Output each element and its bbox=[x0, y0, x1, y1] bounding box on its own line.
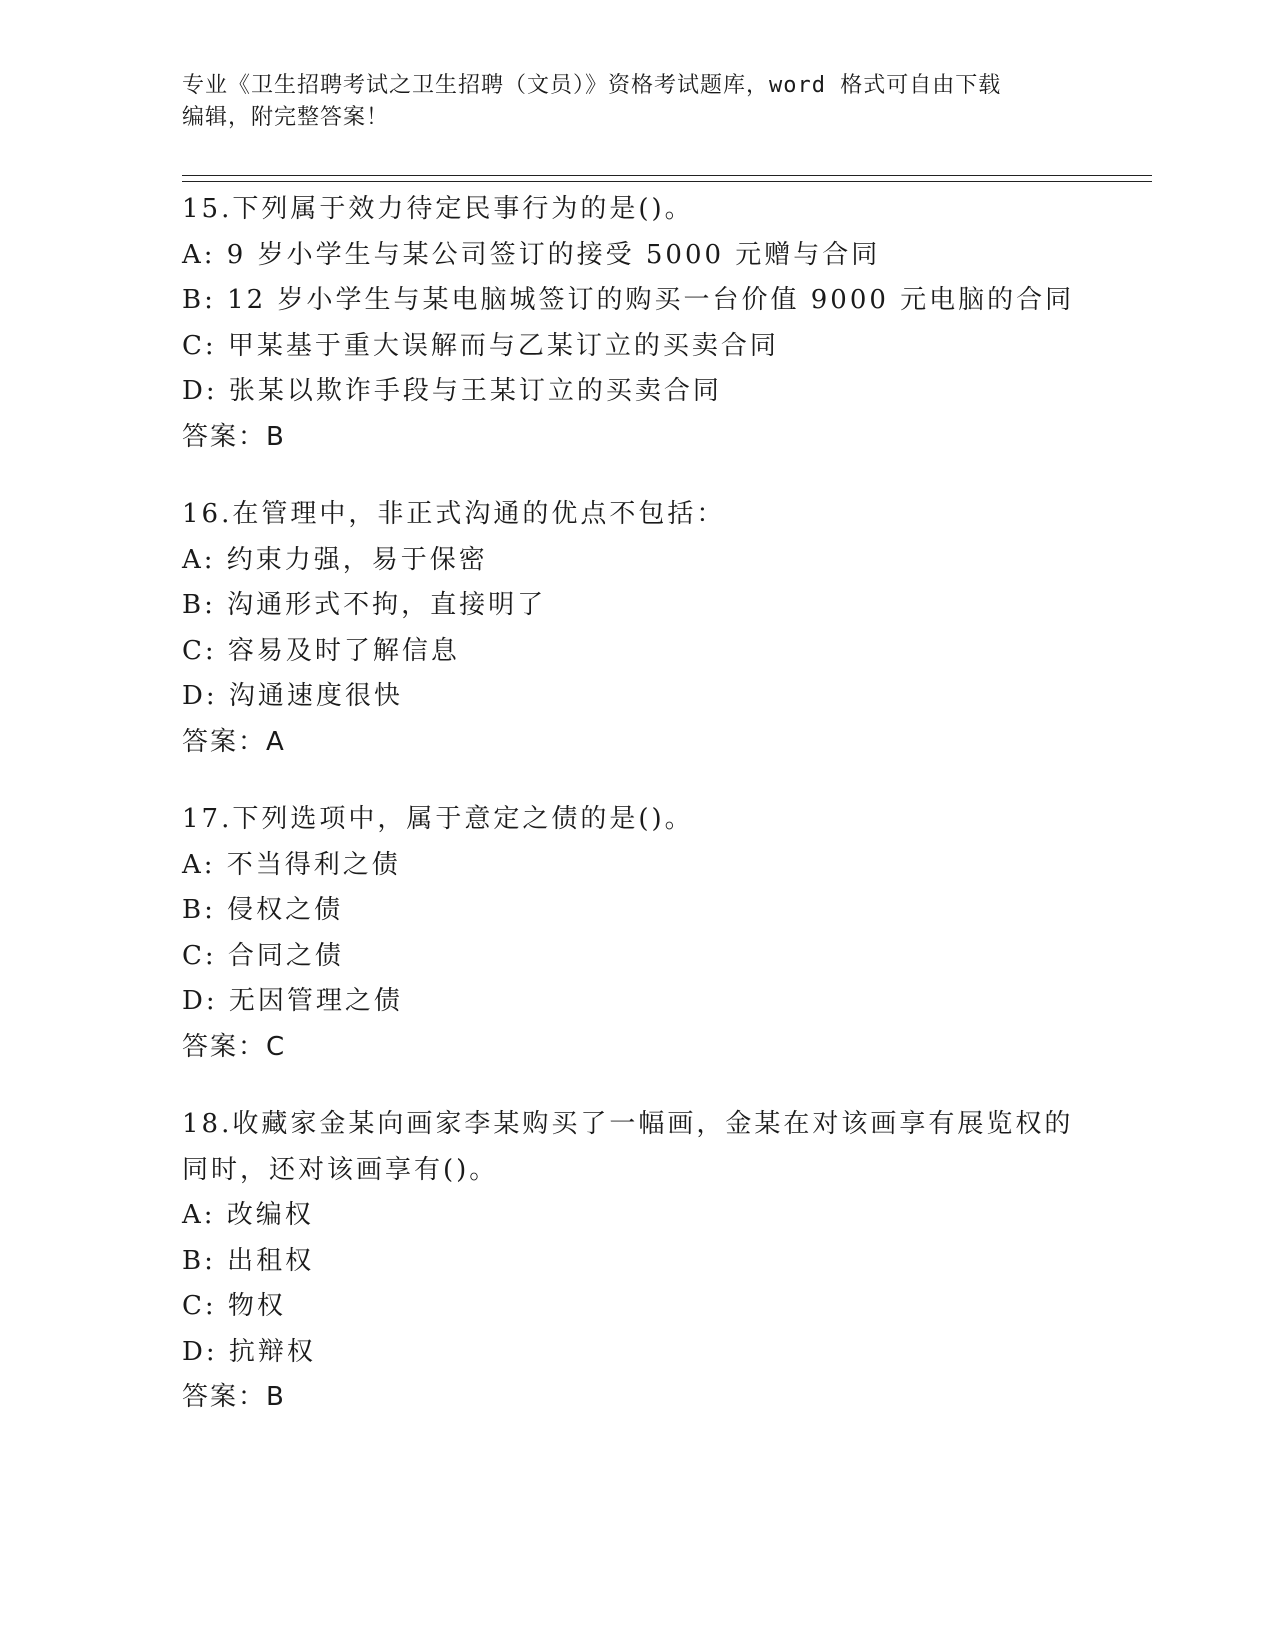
header-divider-top bbox=[182, 175, 1152, 176]
answer-line: 答案：C bbox=[182, 1031, 287, 1062]
option-a: A: 改编权 bbox=[182, 1200, 314, 1230]
option-a: A: 9 岁小学生与某公司签订的接受 5000 元赠与合同 bbox=[182, 239, 881, 270]
option-c: C: 甲某基于重大误解而与乙某订立的买卖合同 bbox=[182, 330, 779, 361]
question-16 bbox=[182, 492, 1082, 765]
option-d: D: 抗辩权 bbox=[182, 1336, 316, 1367]
question-15 bbox=[182, 187, 1082, 460]
answer-line: 答案：B bbox=[182, 1382, 286, 1412]
header-line-1: 专业《卫生招聘考试之卫生招聘（文员）》资格考试题库，word 格式可自由下载 bbox=[182, 73, 1002, 98]
option-d: D: 沟通速度很快 bbox=[182, 681, 403, 711]
option-d: D: 无因管理之债 bbox=[182, 986, 403, 1016]
option-c: C: 容易及时了解信息 bbox=[182, 635, 460, 666]
question-18 bbox=[182, 1102, 1082, 1421]
answer-line: 答案：A bbox=[182, 726, 286, 757]
question-text-line-2: 同时，还对该画享有()。 bbox=[182, 1154, 499, 1185]
option-c: C: 合同之债 bbox=[182, 940, 344, 971]
option-c: C: 物权 bbox=[182, 1291, 286, 1321]
question-text-line-1: 18.收藏家金某向画家李某购买了一幅画，金某在对该画享有展览权的 bbox=[182, 1109, 1074, 1139]
option-b: B: 12 岁小学生与某电脑城签订的购买一台价值 9000 元电脑的合同 bbox=[182, 285, 1075, 315]
question-text: 16.在管理中，非正式沟通的优点不包括： bbox=[182, 499, 726, 529]
option-d: D: 张某以欺诈手段与王某订立的买卖合同 bbox=[182, 376, 722, 406]
document-header bbox=[182, 70, 1082, 134]
question-17 bbox=[182, 797, 1082, 1070]
question-text: 17.下列选项中，属于意定之债的是()。 bbox=[182, 804, 694, 834]
option-b: B: 沟通形式不拘，直接明了 bbox=[182, 590, 547, 620]
option-b: B: 出租权 bbox=[182, 1245, 315, 1276]
header-line-2: 编辑，附完整答案！ bbox=[182, 105, 390, 130]
option-a: A: 约束力强，易于保密 bbox=[182, 544, 488, 575]
question-text: 15.下列属于效力待定民事行为的是()。 bbox=[182, 194, 694, 224]
option-b: B: 侵权之债 bbox=[182, 895, 344, 925]
option-a: A: 不当得利之债 bbox=[182, 849, 401, 880]
header-divider-bottom bbox=[182, 181, 1152, 182]
answer-line: 答案：B bbox=[182, 421, 286, 452]
